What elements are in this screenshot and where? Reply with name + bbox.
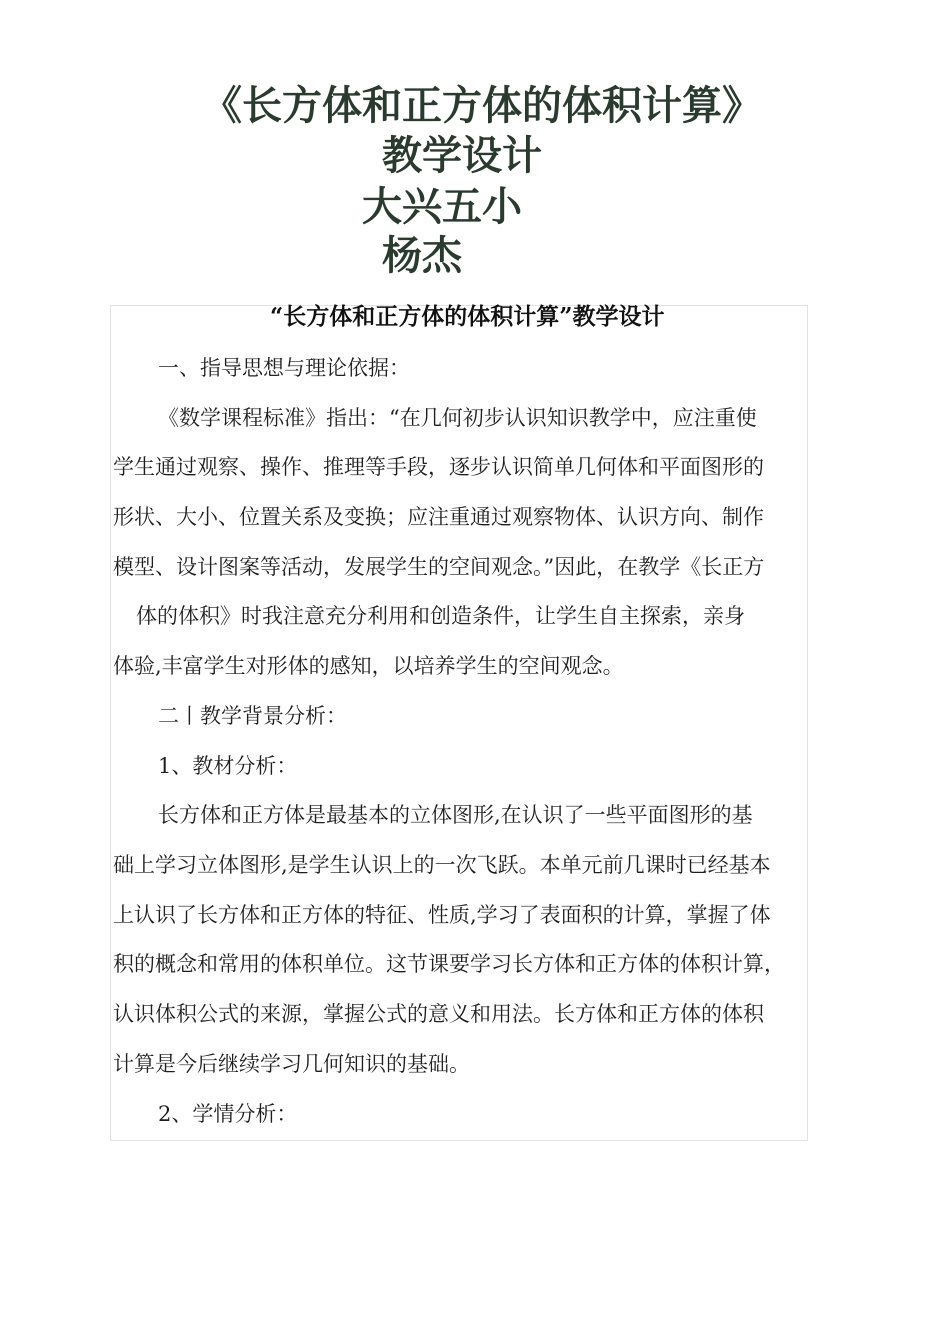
section-heading-background: 二丨教学背景分析： <box>158 704 347 728</box>
paragraph-line: 体的体积》时我注意充分利用和创造条件，让学生自主探索，亲身 <box>136 604 745 628</box>
paragraph-line: 《数学课程标准》指出：“在几何初步认识知识教学中，应注重使 <box>158 406 757 430</box>
cover-school: 大兴五小 <box>362 184 522 230</box>
paragraph-line: 体验,丰富学生对形体的感知，以培养学生的空间观念。 <box>113 654 624 678</box>
cover-title: 《长方体和正方体的体积计算》 <box>202 83 762 129</box>
cover-subtitle: 教学设计 <box>382 133 542 179</box>
paragraph-line: 学生通过观察、操作、推理等手段，逐步认识简单几何体和平面图形的 <box>113 455 764 479</box>
subsection-heading-students: 2、学情分析： <box>158 1102 298 1126</box>
paragraph-line: 积的概念和常用的体积单位。这节课要学习长方体和正方体的体积计算， <box>113 952 785 976</box>
subsection-heading-textbook: 1、教材分析： <box>158 754 298 778</box>
section-heading-guiding-ideas: 一、指导思想与理论依据： <box>158 356 410 380</box>
paragraph-line: 认识体积公式的来源，掌握公式的意义和用法。长方体和正方体的体积 <box>113 1002 764 1026</box>
document-heading: “长方体和正方体的体积计算”教学设计 <box>270 303 665 330</box>
paragraph-line: 形状、大小、位置关系及变换；应注重通过观察物体、认识方向、制作 <box>113 505 764 529</box>
paragraph-line: 长方体和正方体是最基本的立体图形,在认识了一些平面图形的基 <box>158 803 753 827</box>
paragraph-line: 础上学习立体图形,是学生认识上的一次飞跃。本单元前几课时已经基本 <box>113 853 771 877</box>
paragraph-line: 上认识了长方体和正方体的特征、性质,学习了表面积的计算，掌握了体 <box>113 903 771 927</box>
cover-author: 杨杰 <box>382 233 462 279</box>
paragraph-line: 模型、设计图案等活动，发展学生的空间观念。”因此，在教学《长正方 <box>113 555 765 579</box>
paragraph-line: 计算是今后继续学习几何知识的基础。 <box>113 1052 470 1076</box>
